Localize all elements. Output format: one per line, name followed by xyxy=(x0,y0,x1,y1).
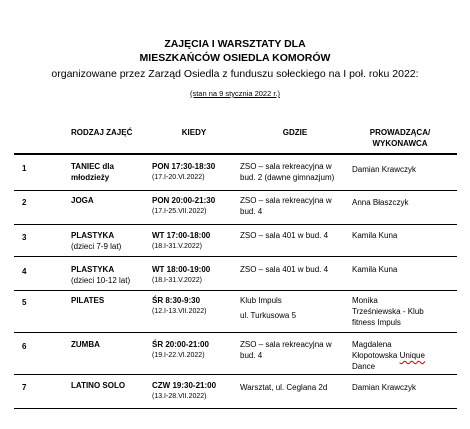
row-leader xyxy=(352,339,457,372)
location-line2: bud. 4 xyxy=(240,351,263,360)
leader-line2: Trześniewska - Klub xyxy=(352,307,424,316)
date-note xyxy=(0,89,470,99)
row-activity xyxy=(71,339,143,350)
row-where xyxy=(240,230,350,241)
row-activity xyxy=(71,295,143,306)
document-title-line1: ZAJĘCIA I WARSZTATY DLA xyxy=(164,38,306,50)
location-line1: Warsztat, ul. Ceglana 2d xyxy=(240,383,328,392)
leader-line1: Magdalena xyxy=(352,340,392,349)
row-when xyxy=(152,380,236,402)
header-rule xyxy=(14,153,457,155)
row-where xyxy=(240,195,350,217)
leader-line3: Dance xyxy=(352,362,376,371)
row-where xyxy=(240,264,350,275)
location-line1: ZSO – sala rekreacyjna w xyxy=(240,162,332,171)
session-time: WT 18:00-19:00 xyxy=(152,265,211,274)
location-line1: Klub Impuls xyxy=(240,296,282,305)
session-time: WT 17:00-18:00 xyxy=(152,231,211,240)
row-where xyxy=(240,339,350,361)
location-line1: ZSO – sala 401 w bud. 4 xyxy=(240,265,329,274)
location-line1: ZSO – sala 401 w bud. 4 xyxy=(240,231,329,240)
leader-line1: Damian Krawczyk xyxy=(352,383,417,392)
row-when xyxy=(152,195,236,217)
row-leader xyxy=(352,197,457,208)
row-number: 2 xyxy=(22,198,27,207)
row-activity xyxy=(71,230,143,252)
location-line1: ZSO – sala rekreacyjna w xyxy=(240,340,332,349)
row-divider xyxy=(14,224,457,225)
session-date-range: (18.I-31.V.2022) xyxy=(152,243,202,250)
row-divider xyxy=(14,290,457,291)
session-time: PON 20:00-21:30 xyxy=(152,196,216,205)
session-date-range: (13.I-28.VII.2022) xyxy=(152,393,207,400)
session-date-range: (17.I-20.VI.2022) xyxy=(152,174,205,181)
document-title-line2: MIESZKAŃCÓW OSIEDLA KOMORÓW xyxy=(139,52,331,64)
leader-line1: Kamila Kuna xyxy=(352,231,398,240)
date-note-text: (stan na 9 stycznia 2022 r.) xyxy=(189,89,281,98)
row-divider xyxy=(14,374,457,375)
column-header-leader xyxy=(350,127,450,149)
activity-name: LATINO SOLO xyxy=(71,381,126,390)
leader-line1: Monika xyxy=(352,296,378,305)
column-header-where: GDZIE xyxy=(282,128,308,137)
row-leader xyxy=(352,164,457,175)
activity-name: TANIEC dla xyxy=(71,162,114,171)
session-time: CZW 19:30-21:00 xyxy=(152,381,217,390)
row-where xyxy=(240,295,350,321)
row-when xyxy=(152,295,236,317)
row-activity xyxy=(71,264,143,286)
location-line2: ul. Turkusowa 5 xyxy=(240,311,297,320)
row-divider xyxy=(14,190,457,191)
session-date-range: (12.I-13.VII.2022) xyxy=(152,308,207,315)
location-line2: bud. 4 xyxy=(240,207,263,216)
row-where xyxy=(240,382,350,393)
session-date-range: (17.I-25.VII.2022) xyxy=(152,208,207,215)
column-header-leader-line1: PROWADZĄCA/ xyxy=(369,128,431,137)
row-when xyxy=(152,264,236,286)
row-number: 5 xyxy=(22,298,27,307)
activity-name: ZUMBA xyxy=(71,340,100,349)
leader-surname: Kłopotowska xyxy=(352,351,400,360)
row-leader xyxy=(352,295,457,328)
activity-name: PLASTYKA xyxy=(71,265,115,274)
activity-name: JOGA xyxy=(71,196,94,205)
document-subtitle: organizowane przez Zarząd Osiedla z funduszu sołeckiego na I poł. roku 2022: xyxy=(51,68,419,80)
row-divider xyxy=(14,256,457,257)
session-time: PON 17:30-18:30 xyxy=(152,162,216,171)
session-date-range: (18.I-31.V.2022) xyxy=(152,277,202,284)
spellcheck-flagged-word: Unique xyxy=(399,351,425,360)
row-where xyxy=(240,161,350,183)
row-number: 4 xyxy=(22,267,27,276)
row-activity xyxy=(71,195,143,206)
row-leader xyxy=(352,264,457,275)
location-line1: ZSO – sala rekreacyjna w xyxy=(240,196,332,205)
row-number: 1 xyxy=(22,164,27,173)
session-time: ŚR 20:00-21:00 xyxy=(152,340,209,349)
row-number: 7 xyxy=(22,383,27,392)
session-time: ŚR 8:30-9:30 xyxy=(152,296,201,305)
column-header-activity: RODZAJ ZAJĘĆ xyxy=(71,128,133,137)
location-line2: bud. 2 (dawne gimnazjum) xyxy=(240,173,335,182)
leader-line3: fitness Impuls xyxy=(352,318,401,327)
activity-name: PLASTYKA xyxy=(71,231,115,240)
row-divider xyxy=(14,408,457,409)
session-date-range: (19.I-22.VI.2022) xyxy=(152,352,205,359)
row-when xyxy=(152,161,236,183)
leader-line1: Damian Krawczyk xyxy=(352,165,417,174)
activity-age-group: (dzieci 10-12 lat) xyxy=(71,276,131,285)
row-activity xyxy=(71,380,143,391)
row-when xyxy=(152,230,236,252)
row-leader xyxy=(352,230,457,241)
row-when xyxy=(152,339,236,361)
row-number: 6 xyxy=(22,342,27,351)
row-activity xyxy=(71,161,143,183)
column-header-leader-line2: WYKONAWCA xyxy=(372,139,428,148)
row-leader xyxy=(352,382,457,393)
activity-name-cont: młodzieży xyxy=(71,173,110,182)
leader-line1: Kamila Kuna xyxy=(352,265,398,274)
activity-age-group: (dzieci 7-9 lat) xyxy=(71,242,122,251)
row-number: 3 xyxy=(22,233,27,242)
leader-line2 xyxy=(352,350,457,361)
row-divider xyxy=(14,332,457,333)
activity-name: PILATES xyxy=(71,296,105,305)
leader-line1: Anna Błaszczyk xyxy=(352,198,409,207)
column-header-when: KIEDY xyxy=(181,128,207,137)
